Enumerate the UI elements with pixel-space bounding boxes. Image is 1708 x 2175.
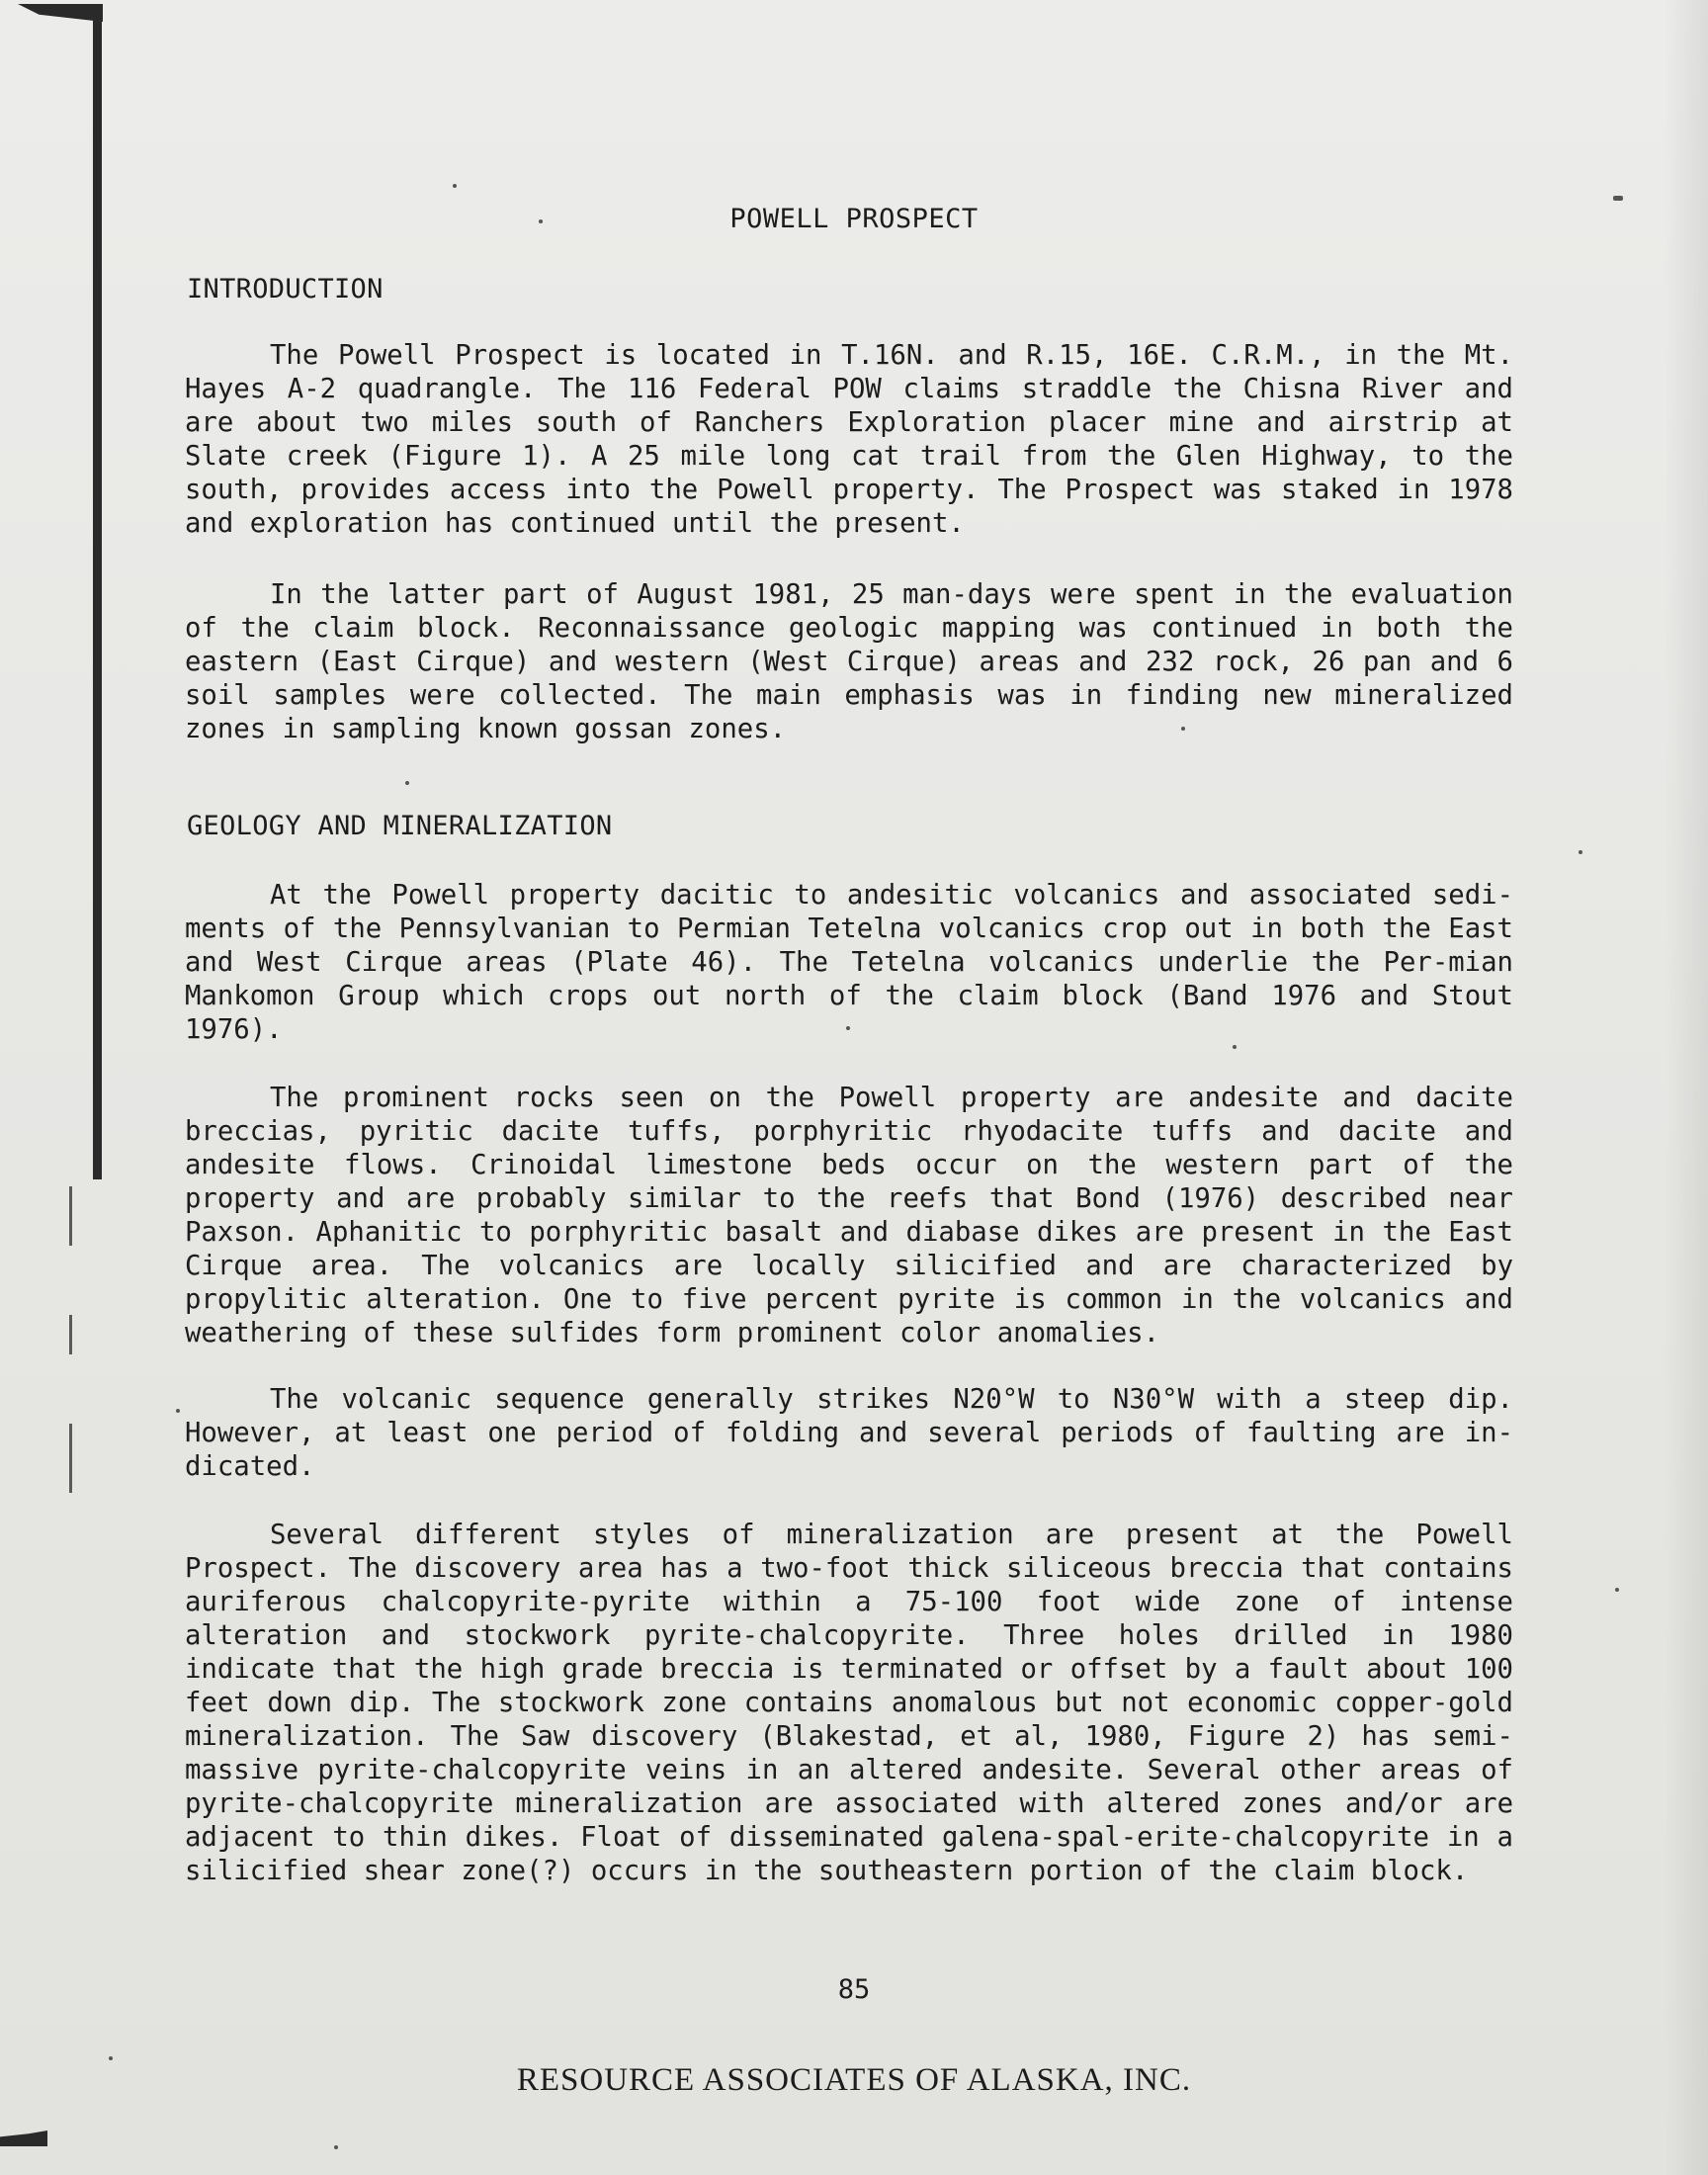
geology-paragraph-1: At the Powell property dacitic to andesitic volcanics and associated sedi-ments of the Pennsylvanian to Permian Tetelna volcanics crop out in both the East and West Cirque areas (Plate 46). The Tetelna volcanics underlie the Per-mian Mankomon Group which crops out north of the claim block (Band 1976 and Stout 1976). (185, 880, 1513, 1045)
document-title: POWELL PROSPECT (729, 204, 979, 234)
binder-mark (18, 4, 103, 22)
speck (334, 2145, 338, 2149)
binder-dash (69, 1424, 72, 1493)
section-heading-introduction: INTRODUCTION (187, 274, 384, 304)
speck (1613, 196, 1623, 201)
corner-mark (0, 2131, 47, 2146)
speck (405, 781, 409, 785)
speck (109, 2056, 113, 2060)
geology-paragraph-4: Several different styles of mineralization are present at the Powell Prospect. The discovery area has a two-foot thick siliceous breccia that contains auriferous chalcopyrite-pyrite within a 75-100 foot wide zone of intense alteration and stockwork pyrite-chalcopyrite. Three holes drilled in 1980 indicate that the high grade breccia is terminated or offset by a fault about 100 feet down dip. The stockwork zone contains anomalous but not economic copper-gold mineralization. The Saw discovery (Blakestad, et al, 1980, Figure 2) has semi-massive pyrite-chalcopyrite veins in an altered andesite. Several other areas of pyrite-chalcopyrite mineralization are associated with altered zones and/or are adjacent to thin dikes. Float of disseminated galena-spal-erite-chalcopyrite in a silicified shear zone(?) occurs in the southeastern portion of the claim block. (185, 1520, 1513, 1886)
page-edge-shadow (1665, 0, 1708, 2175)
footer-company-name: RESOURCE ASSOCIATES OF ALASKA, INC. (516, 2062, 1192, 2098)
binder-dash (69, 1186, 72, 1246)
speck (176, 1409, 180, 1413)
section-heading-geology: GEOLOGY AND MINERALIZATION (187, 811, 613, 841)
intro-paragraph-1: The Powell Prospect is located in T.16N. and R.15, 16E. C.R.M., in the Mt. Hayes A-2 quadrangle. The 116 Federal POW claims straddle the Chisna River and are about two miles south of Ranchers Exploration placer mine and airstrip at Slate creek (Figure 1). A 25 mile long cat trail from the Glen Highway, to the south, provides access into the Powell property. The Prospect was staked in 1978 and exploration has continued until the present. (185, 340, 1513, 539)
speck (1615, 1588, 1619, 1592)
geology-paragraph-3: The volcanic sequence generally strikes N20°W to N30°W with a steep dip. However, at least one period of folding and several periods of faulting are in-dicated. (185, 1384, 1513, 1482)
speck (1579, 850, 1582, 854)
binder-dash (69, 1315, 72, 1354)
intro-paragraph-2: In the latter part of August 1981, 25 man-days were spent in the evaluation of the claim block. Reconnaissance geologic mapping was continued in both the eastern (East Cirque) and western (West Cirque) areas and 232 rock, 26 pan and 6 soil samples were collected. The main emphasis was in finding new mineralized zones in sampling known gossan zones. (185, 579, 1513, 744)
binder-line (93, 8, 102, 1179)
speck (453, 184, 457, 188)
geology-paragraph-2: The prominent rocks seen on the Powell property are andesite and dacite breccias, pyritic dacite tuffs, porphyritic rhyodacite tuffs and dacite and andesite flows. Crinoidal limestone beds occur on the western part of the property and are probably similar to the reefs that Bond (1976) described near Paxson. Aphanitic to porphyritic basalt and diabase dikes are present in the East Cirque area. The volcanics are locally silicified and are characterized by propylitic alteration. One to five percent pyrite is common in the volcanics and weathering of these sulfides form prominent color anomalies. (185, 1083, 1513, 1348)
page-number: 85 (837, 1974, 871, 2005)
